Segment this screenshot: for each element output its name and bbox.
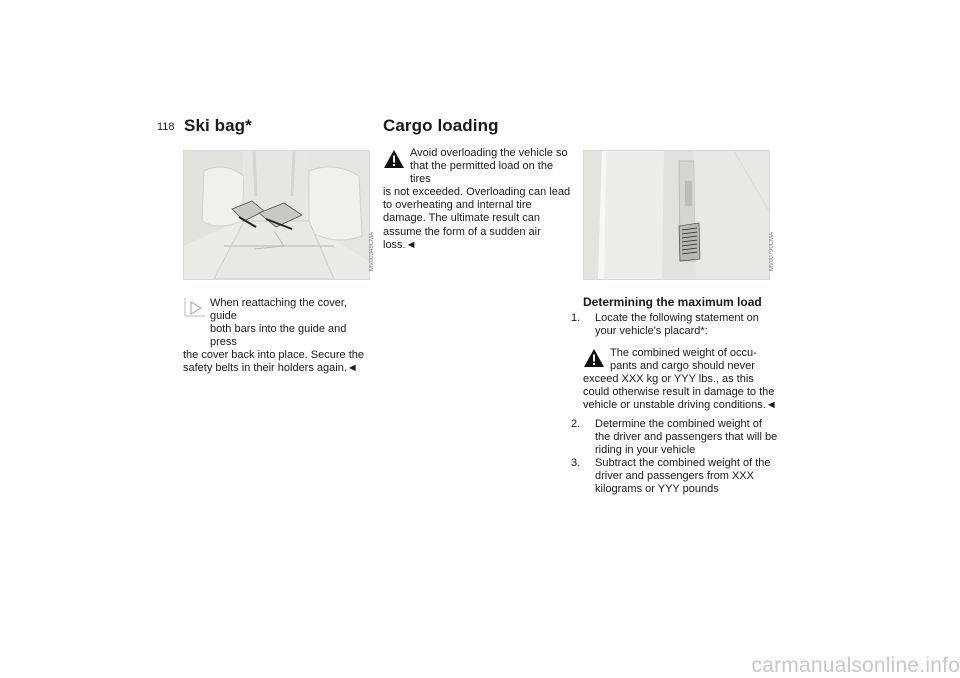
note-text: the cover back into place. Secure the safety belts in their holders again. [183, 349, 364, 375]
step-text: Subtract the combined weight of the driver and passengers from XXX kilograms or YYY pounds [595, 457, 771, 496]
end-mark: ◄ [405, 238, 417, 251]
watermark: carmanualsonline.info [751, 654, 960, 677]
cargo-warning [383, 147, 576, 252]
section-title-cargo-loading: Cargo loading [383, 116, 499, 135]
heading-max-load: Determining the maximum load [583, 295, 762, 309]
step-3 [571, 457, 778, 496]
steps-2-3 [571, 418, 778, 497]
warning-text: exceed XXX kg or YYY lbs., as this could otherwise result in damage to the vehicle or unstable driving conditions. [583, 373, 775, 412]
note-line-1: When reattaching the cover, guide [210, 297, 347, 323]
end-mark: ◄ [765, 399, 777, 412]
step-text: Locate the following statement on your vehicle's placard*: [595, 312, 759, 338]
warning-line-2: that the permitted load on the tires [410, 160, 554, 186]
placard-photo [583, 150, 770, 280]
step-number: 3. [571, 457, 581, 470]
photo-code: MV00348CMA [369, 232, 375, 272]
warning-text: is not exceeded. Overloading can lead to overheating and internal tire damage. The ultimate result can assume the form of a sudden air loss. [383, 186, 571, 251]
placard-illustration [584, 151, 769, 279]
step-1 [571, 312, 778, 338]
step-text: Determine the combined weight of the driver and passengers that will be riding in your vehicle [595, 418, 778, 457]
warning-line-2: pants and cargo should never [610, 360, 755, 373]
end-mark: ◄ [346, 362, 358, 375]
photo-code: MV00790CMA [769, 232, 775, 272]
ski-bag-illustration [184, 151, 369, 279]
step-number: 1. [571, 312, 581, 324]
page-number: 118 [157, 121, 175, 133]
placard-warning [583, 347, 778, 412]
ski-bag-photo [183, 150, 370, 280]
warning-line-1: Avoid overloading the vehicle so [410, 147, 568, 159]
note-line-2: both bars into the guide and press [210, 323, 347, 349]
warning-line-1: The combined weight of occu- [610, 347, 757, 359]
step-2 [571, 418, 778, 457]
section-title-ski-bag: Ski bag* [184, 116, 252, 135]
step-number: 2. [571, 418, 581, 430]
ski-bag-note [183, 297, 375, 376]
